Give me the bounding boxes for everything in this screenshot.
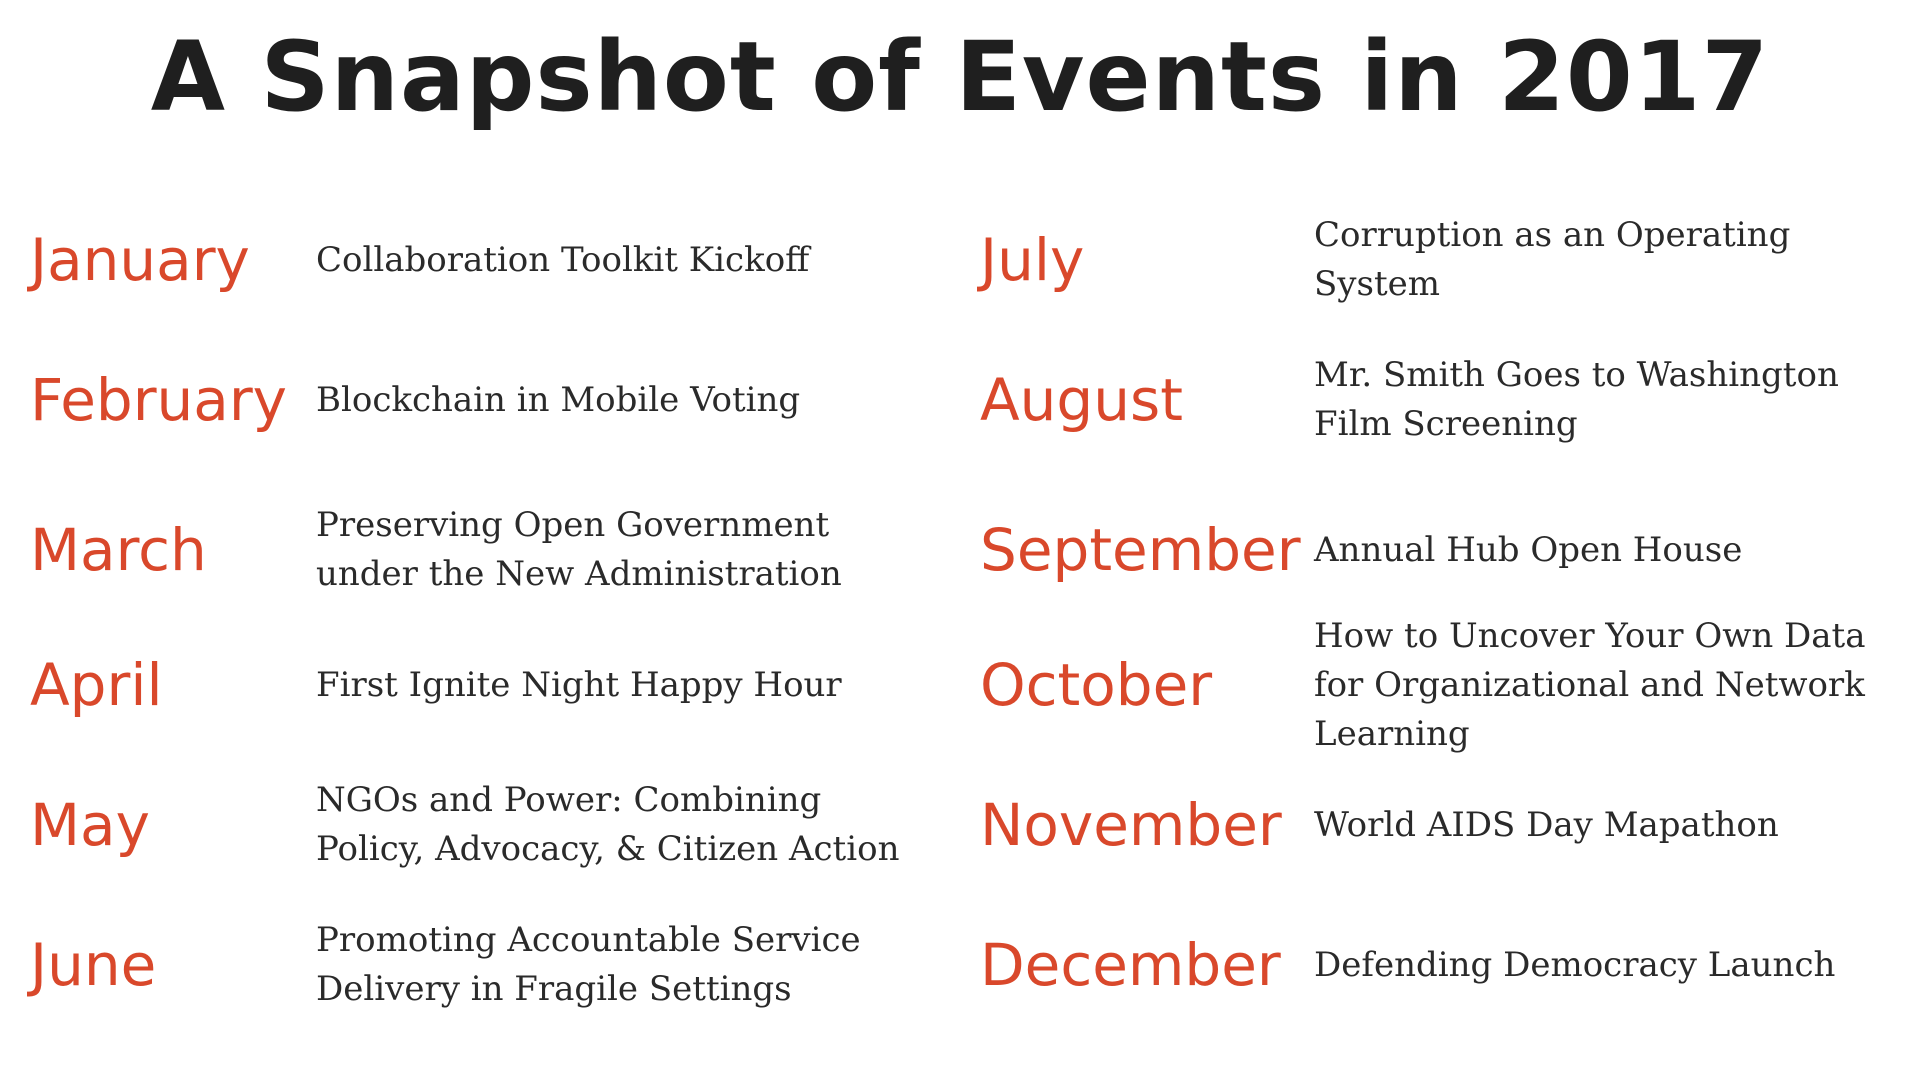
month-label: September: [980, 516, 1301, 584]
event-row-june: [0, 895, 960, 1035]
event-row-november: [960, 755, 1920, 895]
event-title: Collaboration Toolkit Kickoff: [316, 239, 810, 280]
event-title: Promoting Accountable Service Delivery in Fragile Settings: [316, 920, 861, 1009]
event-row-february: [0, 330, 960, 470]
event-row-march: [0, 480, 960, 620]
page-title: A Snapshot of Events in 2017: [150, 21, 1770, 133]
month-label: April: [30, 651, 163, 719]
month-label: August: [980, 366, 1183, 434]
month-label: March: [30, 516, 207, 584]
event-row-october: [960, 615, 1920, 755]
event-row-december: [960, 895, 1920, 1035]
event-title: Annual Hub Open House: [1314, 529, 1743, 570]
event-title: Mr. Smith Goes to Washington Film Screening: [1314, 355, 1839, 444]
event-title: Preserving Open Government under the New Administration: [316, 505, 842, 594]
event-row-august: [960, 330, 1920, 470]
event-title: How to Uncover Your Own Data for Organizational and Network Learning: [1314, 615, 1866, 754]
month-label: May: [30, 791, 150, 859]
event-row-september: [960, 480, 1920, 620]
month-label: November: [980, 791, 1282, 859]
event-title: Defending Democracy Launch: [1314, 944, 1836, 985]
event-title: Blockchain in Mobile Voting: [316, 379, 801, 420]
month-label: July: [980, 226, 1085, 294]
month-label: December: [980, 931, 1281, 999]
events-column-right: [960, 0, 1920, 1080]
month-label: January: [30, 226, 250, 294]
event-row-january: [0, 190, 960, 330]
month-label: October: [980, 651, 1213, 719]
event-title: World AIDS Day Mapathon: [1314, 804, 1779, 845]
month-label: June: [30, 931, 157, 999]
event-title: First Ignite Night Happy Hour: [316, 664, 842, 705]
event-title: NGOs and Power: Combining Policy, Advocacy, & Citizen Action: [316, 780, 900, 869]
event-title: Corruption as an Operating System: [1314, 215, 1791, 304]
event-row-may: [0, 755, 960, 895]
event-row-july: [960, 190, 1920, 330]
event-row-april: [0, 615, 960, 755]
month-label: February: [30, 366, 288, 434]
